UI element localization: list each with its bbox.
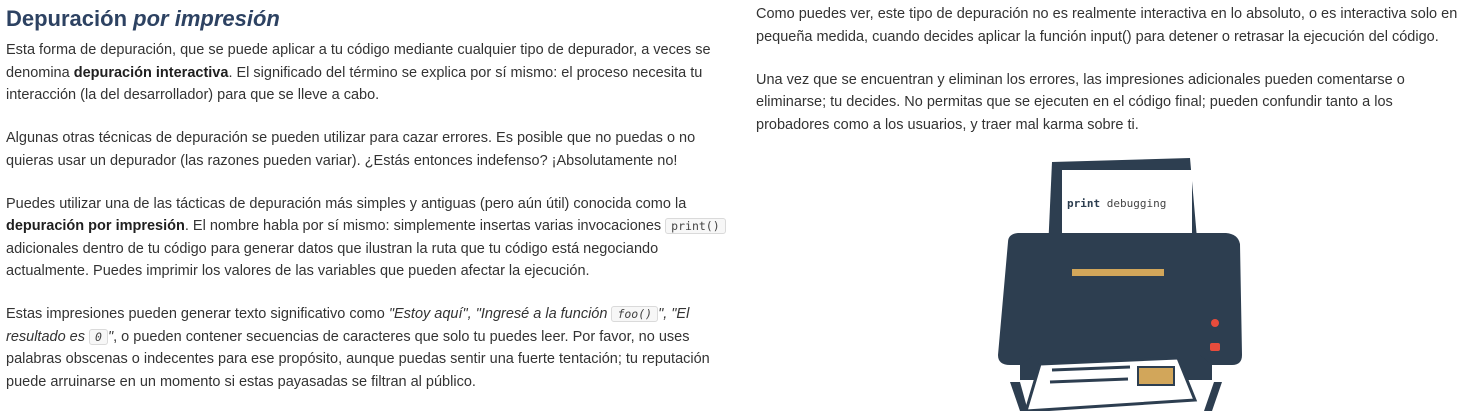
paragraph-intro xyxy=(6,39,726,107)
title-italic: por impresión xyxy=(133,6,280,31)
left-column xyxy=(6,4,726,411)
italic-quote: " xyxy=(107,328,114,345)
paper-label-bold: print xyxy=(1067,197,1101,210)
text: adicionales dentro de tu código para generar datos que ilustran la ruta que tu código está negociando actualmente. Puedes imprimir los valores de las variables que pueden afectar la ejecución. xyxy=(6,240,659,279)
italic-quote: ", "El resultado es xyxy=(6,306,690,345)
paragraph-remove-prints: Una vez que se encuentran y eliminan los errores, las impresiones adicionales pueden comentarse o eliminarse; tu decides. No permitas que se ejecuten en el código final; pueden confundir tanto a los probadores como a los usuarios, y traer mal karma sobre ti. xyxy=(756,71,1405,133)
inline-code: print() xyxy=(665,218,725,234)
inline-code: foo() xyxy=(611,306,658,322)
text: , o pueden contener secuencias de caracteres que solo tu puedes leer. Por favor, no uses palabras obscenas o indecentes para ese propósito, aunque puedas sentir una fuerte tentación; tu reputación puede arruinarse en un momento si estas payasadas se filtran al público. xyxy=(6,328,710,390)
power-light-icon xyxy=(1210,343,1220,351)
printer-icon xyxy=(990,150,1250,411)
text: Estas impresiones pueden generar texto significativo como xyxy=(6,306,389,322)
paper-slot xyxy=(1072,269,1164,276)
title-main: Depuración xyxy=(6,6,128,31)
printer-leg xyxy=(1204,382,1222,411)
right-column xyxy=(756,3,1461,157)
paragraph-examples xyxy=(6,303,726,393)
printer-body xyxy=(998,233,1242,365)
text: . El nombre habla por sí mismo: simplemente insertas varias invocaciones xyxy=(184,218,666,234)
bold-term: depuración interactiva xyxy=(73,64,229,81)
status-light-icon xyxy=(1211,319,1219,327)
text: Puedes utilizar una de las tácticas de depuración más simples y antiguas (pero aún útil) conocida como la xyxy=(6,195,687,212)
paragraph-other-techniques: Algunas otras técnicas de depuración se pueden utilizar para cazar errores. Es posible que no puedas o no quieras usar un depurador (las razones pueden variar). ¿Estás entonces indefenso? ¡Absolutamente no! xyxy=(6,130,696,169)
printer-leg xyxy=(1010,382,1028,411)
text: . El significado del término se explica por sí mismo: el proceso necesita tu interacción (la del desarrollador) para que se lleve a cabo. xyxy=(6,64,703,103)
paper-label-rest: debugging xyxy=(1100,197,1167,210)
page-title xyxy=(6,4,726,34)
paragraph-not-interactive: Como puedes ver, este tipo de depuración no es realmente interactiva en lo absoluto, o es interactiva solo en pequeña medida, cuando decides aplicar la función input() para detener o retrasar la ejecución del código. xyxy=(756,6,1458,45)
printed-image xyxy=(1138,367,1174,385)
inline-code: 0 xyxy=(89,329,108,345)
italic-quote: "Estoy aquí", "Ingresé a la función xyxy=(388,306,612,322)
paragraph-print-debugging xyxy=(6,193,726,283)
printer-illustration xyxy=(990,150,1250,411)
paper-label xyxy=(1067,197,1166,210)
text: Esta forma de depuración, que se puede aplicar a tu código mediante cualquier tipo de depurador, a veces se denomina xyxy=(6,42,711,81)
bold-term: depuración por impresión xyxy=(6,218,185,234)
